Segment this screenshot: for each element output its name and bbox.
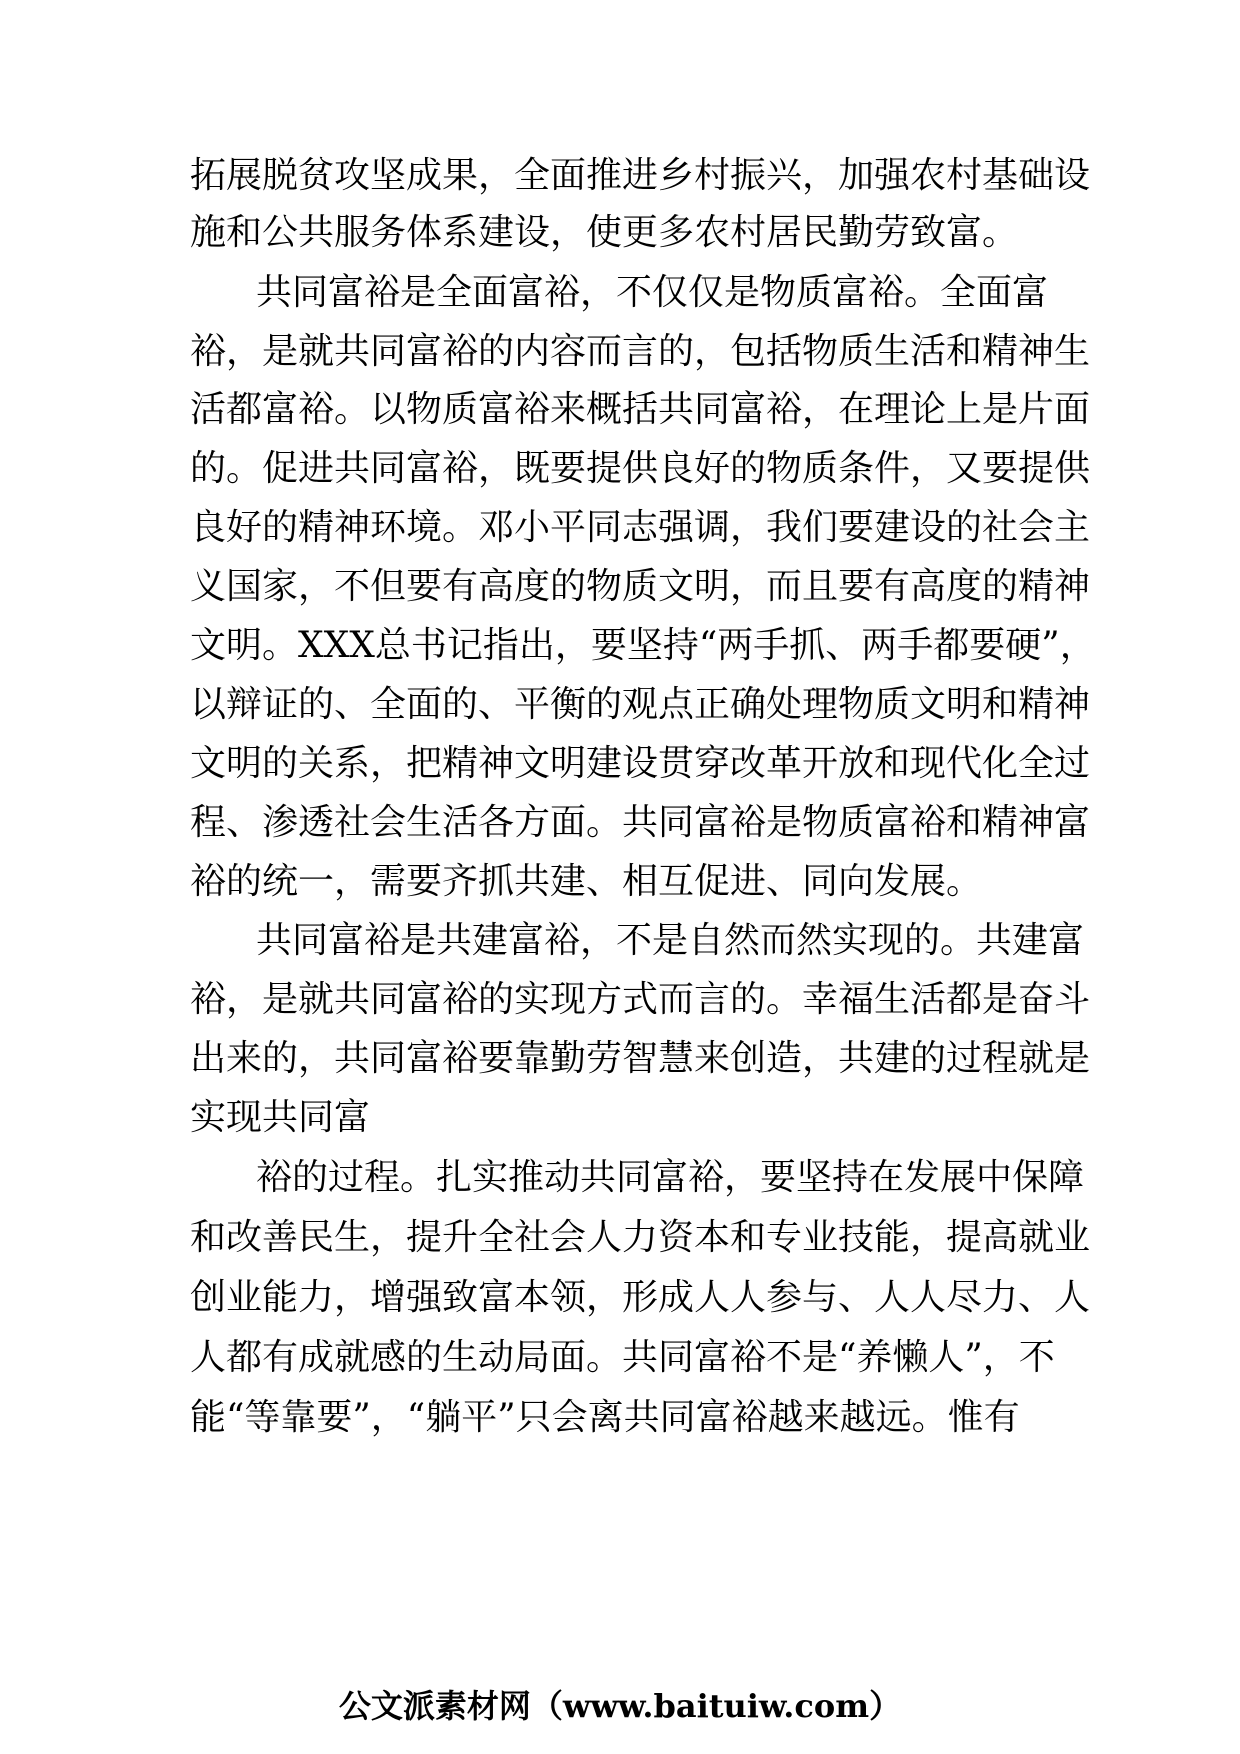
text-line: 实现共同富 [190, 1097, 371, 1138]
text-line: 施和公共服务体系建设，使更多农村居民勤劳致富。 [190, 212, 1019, 253]
text-line: 出来的，共同富裕要靠勤劳智慧来创造，共建的过程就是 [190, 1038, 1091, 1079]
text-line: 能“等靠要”，“躺平”只会离共同富裕越来越远。惟有 [190, 1397, 1020, 1438]
text-line: 裕的统一，需要齐抓共建、相互促进、同向发展。 [190, 861, 983, 902]
text-line: 人都有成就感的生动局面。共同富裕不是“养懒人”，不 [190, 1337, 1055, 1378]
text-line: 创业能力，增强致富本领，形成人人参与、人人尽力、人 [190, 1277, 1091, 1318]
text-line: 文明。XXX总书记指出，要坚持“两手抓、两手都要硬”， [190, 625, 1096, 666]
paragraph-first-line: 共同富裕是全面富裕，不仅仅是物质富裕。全面富 [256, 272, 1049, 313]
text-line: 的。促进共同富裕，既要提供良好的物质条件，又要提供 [190, 448, 1091, 489]
paragraph-first-line: 共同富裕是共建富裕，不是自然而然实现的。共建富 [256, 920, 1085, 961]
text-line: 义国家，不但要有高度的物质文明，而且要有高度的精神 [190, 566, 1091, 607]
text-line: 文明的关系，把精神文明建设贯穿改革开放和现代化全过 [190, 743, 1091, 784]
text-line: 程、渗透社会生活各方面。共同富裕是物质富裕和精神富 [190, 802, 1091, 843]
text-line: 以辩证的、全面的、平衡的观点正确处理物质文明和精神 [190, 684, 1091, 725]
text-line: 活都富裕。以物质富裕来概括共同富裕，在理论上是片面 [190, 389, 1091, 430]
text-line: 拓展脱贫攻坚成果，全面推进乡村振兴，加强农村基础设 [190, 155, 1091, 196]
paragraph-first-line: 裕的过程。扎实推动共同富裕，要坚持在发展中保障 [256, 1157, 1085, 1198]
text-line: 裕，是就共同富裕的内容而言的，包括物质生活和精神生 [190, 331, 1091, 372]
text-line: 和改善民生，提升全社会人力资本和专业技能，提高就业 [190, 1217, 1091, 1258]
text-line: 良好的精神环境。邓小平同志强调，我们要建设的社会主 [190, 507, 1091, 548]
footer-watermark: 公文派素材网（www.baituiw.com） [338, 1687, 902, 1725]
text-line: 裕，是就共同富裕的实现方式而言的。幸福生活都是奋斗 [190, 979, 1091, 1020]
